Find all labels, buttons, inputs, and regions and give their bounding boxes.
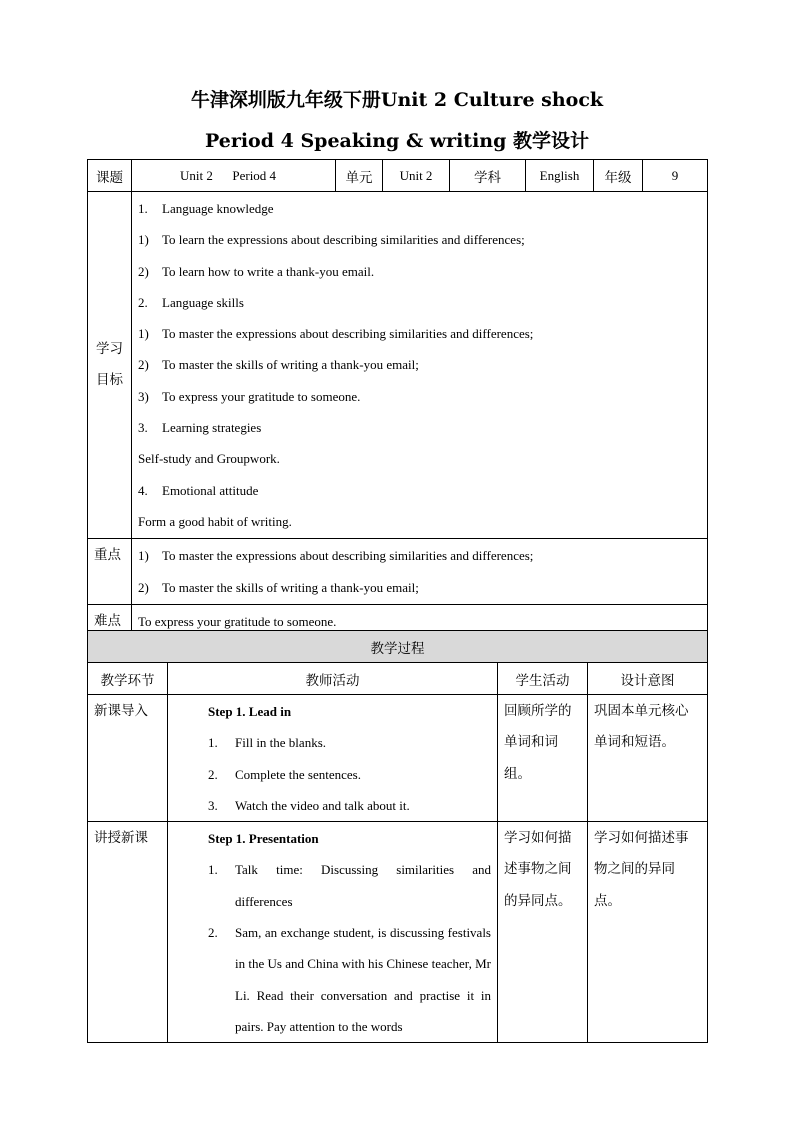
- unit-key: 单元: [336, 160, 383, 192]
- step-heading: Step 1. Lead in: [208, 704, 292, 719]
- difficulties-label: 难点: [88, 604, 132, 637]
- document-title-line1: 牛津深圳版九年级下册Unit 2 Culture shock: [190, 89, 604, 111]
- teacher-activity-cell: [168, 695, 498, 822]
- design-intent-cell: 学习如何描述事物之间的异同点。: [588, 822, 708, 1043]
- grade-key: 年级: [594, 160, 643, 192]
- subject-value: English: [526, 160, 594, 192]
- objective-line: 2) To master the skills of writing a thank-you email;: [138, 357, 419, 373]
- key-points-row: [88, 539, 708, 605]
- unit-value: Unit 2: [383, 160, 450, 192]
- lesson-info-row: [88, 160, 708, 192]
- teaching-process-table: [87, 630, 708, 1043]
- difficulties-content: To express your gratitude to someone.: [132, 604, 708, 637]
- key-point-line: 2) To master the skills of writing a thank-you email;: [138, 579, 419, 595]
- col-teacher: 教师活动: [168, 663, 498, 695]
- objective-line: 1) To learn the expressions about describing similarities and differences;: [138, 232, 525, 248]
- activity-item: 1. Fill in the blanks.: [208, 735, 326, 751]
- col-intent: 设计意图: [588, 663, 708, 695]
- activity-item: 1. Talk time: Discussing similarities and differences: [208, 862, 491, 909]
- process-row-presentation: [88, 822, 708, 1043]
- stage-cell: 讲授新课: [88, 822, 168, 1043]
- objective-line: Self-study and Groupwork.: [138, 451, 280, 467]
- topic-value: Unit 2 Period 4: [132, 160, 336, 192]
- key-point-line: 1) To master the expressions about describing similarities and differences;: [138, 548, 534, 564]
- objective-line: 1) To master the expressions about describing similarities and differences;: [138, 326, 534, 342]
- objectives-row: [88, 192, 708, 539]
- objective-line: 4. Emotional attitude: [138, 482, 259, 498]
- objectives-content: [132, 192, 708, 539]
- process-header-row: [88, 663, 708, 695]
- objective-line: 2. Language skills: [138, 294, 244, 310]
- process-row-lead-in: [88, 695, 708, 822]
- objective-line: 2) To learn how to write a thank-you email.: [138, 263, 375, 279]
- stage-cell: 新课导入: [88, 695, 168, 822]
- student-activity-cell: 学习如何描述事物之间的异同点。: [498, 822, 588, 1043]
- key-points-content: [132, 539, 708, 605]
- step-heading: Step 1. Presentation: [208, 831, 319, 847]
- activity-item: 2. Sam, an exchange student, is discussing festivals in the Us and China with his Chinese teacher, Mr Li. Read their conversation and practise it in pairs. Pay attention to the words: [208, 925, 491, 1034]
- objective-line: 3) To express your gratitude to someone.: [138, 388, 361, 404]
- topic-key: 课题: [88, 160, 132, 192]
- process-band-title: 教学过程: [88, 631, 708, 663]
- teacher-activity-cell: [168, 822, 498, 1043]
- activity-item: 2. Complete the sentences.: [208, 766, 361, 782]
- document-title-line2: Period 4 Speaking & writing 教学设计: [204, 130, 590, 152]
- col-stage: 教学环节: [88, 663, 168, 695]
- lesson-info-table: [87, 159, 708, 638]
- grade-value: 9: [643, 160, 708, 192]
- subject-key: 学科: [450, 160, 526, 192]
- objectives-label: 学习 目标: [88, 192, 132, 539]
- activity-item: 3. Watch the video and talk about it.: [208, 797, 410, 813]
- objective-line: Form a good habit of writing.: [138, 513, 292, 529]
- col-student: 学生活动: [498, 663, 588, 695]
- student-activity-cell: 回顾所学的单词和词组。: [498, 695, 588, 822]
- process-band-row: [88, 631, 708, 663]
- objective-line: 3. Learning strategies: [138, 420, 262, 436]
- key-points-label: 重点: [88, 539, 132, 605]
- design-intent-cell: 巩固本单元核心单词和短语。: [588, 695, 708, 822]
- objective-line: 1. Language knowledge: [138, 201, 274, 216]
